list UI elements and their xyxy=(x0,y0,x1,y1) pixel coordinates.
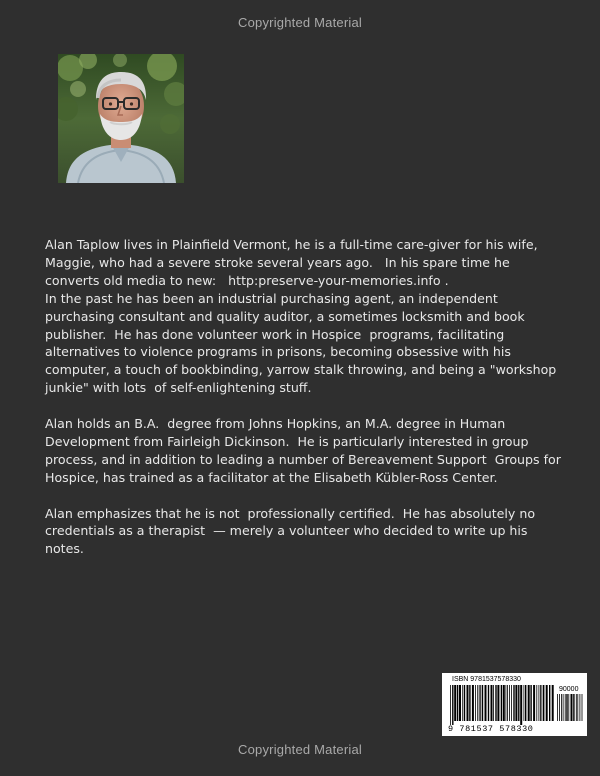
barcode-bar xyxy=(582,694,583,721)
barcode-bar xyxy=(467,685,469,721)
barcode-bar xyxy=(530,685,531,721)
barcode-bar xyxy=(568,694,569,721)
barcode-bar xyxy=(557,694,558,721)
barcode-bar xyxy=(488,685,489,721)
barcode-bar xyxy=(566,694,567,721)
bio-paragraph: Alan Taplow lives in Plainfield Vermont, he is a full-time care-giver for his wife, Maggie, who had a severe stroke several years ago. In his spare time he converts old media to new: http:preserve-your-memories.info . In the past he has been an industrial purchasing agent, an independent purchasing consultant and quality auditor, a sometimes locksmith and book publisher. He has done volunteer work in Hospice programs, facilitating alternatives to violence programs in prisons, becoming obsessive with his computer, a touch of bookbinding, yarrow stalk throwing, and being a "workshop junkie" with lots of self-enlightening stuff. xyxy=(45,237,557,396)
barcode-bar xyxy=(480,685,481,721)
barcode-bar xyxy=(511,685,512,721)
barcode-bar xyxy=(503,685,505,721)
barcode-bar xyxy=(539,685,540,721)
barcode-bar xyxy=(533,685,535,721)
barcode-bar xyxy=(576,694,577,721)
barcode-bar xyxy=(459,685,461,721)
bio-paragraph: Alan emphasizes that he is not professionally certified. He has absolutely no credentials as a therapist — merely a volunteer who decided to write up his notes. xyxy=(45,505,540,557)
addon-barcode-bars-icon xyxy=(557,694,583,725)
barcode-bar xyxy=(457,685,458,721)
barcode-bar xyxy=(543,685,544,721)
barcode-bar xyxy=(565,694,566,721)
barcode-bar xyxy=(452,685,453,725)
barcode-bar xyxy=(580,694,581,721)
bio-paragraph: Alan holds an B.A. degree from Johns Hopkins, an M.A. degree in Human Development from Fairleigh Dickinson. He is particularly interested in group process, and in addition to leading a number of Bereavement Support Groups for Hospice, has trained as a facilitator at the Elisabeth Kübler-Ross Center. xyxy=(45,416,565,485)
barcode-bar xyxy=(515,685,517,721)
barcode-bar xyxy=(524,685,525,721)
barcode-bar xyxy=(518,685,519,721)
barcode-bar xyxy=(485,685,487,721)
barcode-bar xyxy=(559,694,560,721)
barcode-bar xyxy=(450,685,451,725)
barcode-bar xyxy=(495,685,496,721)
barcode-bar xyxy=(507,685,508,721)
barcode-bar xyxy=(464,685,465,721)
barcode-bar xyxy=(477,685,478,721)
price-code: 90000 xyxy=(559,686,579,693)
copyright-watermark-bottom: Copyrighted Material xyxy=(238,742,362,757)
barcode-bar xyxy=(552,685,554,721)
barcode-bar xyxy=(469,685,470,721)
barcode-bar xyxy=(497,685,499,721)
author-photo xyxy=(58,54,184,183)
barcode-bar xyxy=(536,685,537,721)
barcode-bar xyxy=(520,685,522,725)
barcode-bars-icon xyxy=(450,685,554,725)
barcode-bar xyxy=(454,685,456,721)
barcode-bar xyxy=(491,685,493,721)
barcode-bar xyxy=(561,694,562,721)
barcode-bar xyxy=(475,685,476,721)
barcode-bar xyxy=(501,685,502,721)
barcode-bar xyxy=(482,685,483,721)
author-bio xyxy=(45,236,565,576)
barcode-bar xyxy=(479,685,480,721)
barcode-bar xyxy=(573,694,574,721)
barcode-bar xyxy=(509,685,510,721)
barcode-bar xyxy=(493,685,494,721)
barcode-bar xyxy=(571,694,573,721)
barcode-bar xyxy=(525,685,526,721)
barcode-bar xyxy=(577,694,578,721)
barcode-bar xyxy=(513,685,514,721)
barcode-bar xyxy=(462,685,463,721)
barcode-bar xyxy=(542,685,543,721)
isbn-label: ISBN 9781537578330 xyxy=(452,676,521,683)
author-portrait-icon xyxy=(58,54,184,183)
isbn-barcode xyxy=(442,673,587,736)
copyright-watermark-top: Copyrighted Material xyxy=(238,15,362,30)
barcode-bar xyxy=(528,685,530,721)
barcode-bar xyxy=(546,685,548,721)
barcode-bar xyxy=(540,685,541,721)
barcode-bar xyxy=(506,685,507,721)
barcode-bar xyxy=(472,685,474,721)
barcode-bar xyxy=(563,694,564,721)
barcode-bar xyxy=(549,685,550,721)
barcode-digits: 9 781537 578330 xyxy=(448,724,534,734)
